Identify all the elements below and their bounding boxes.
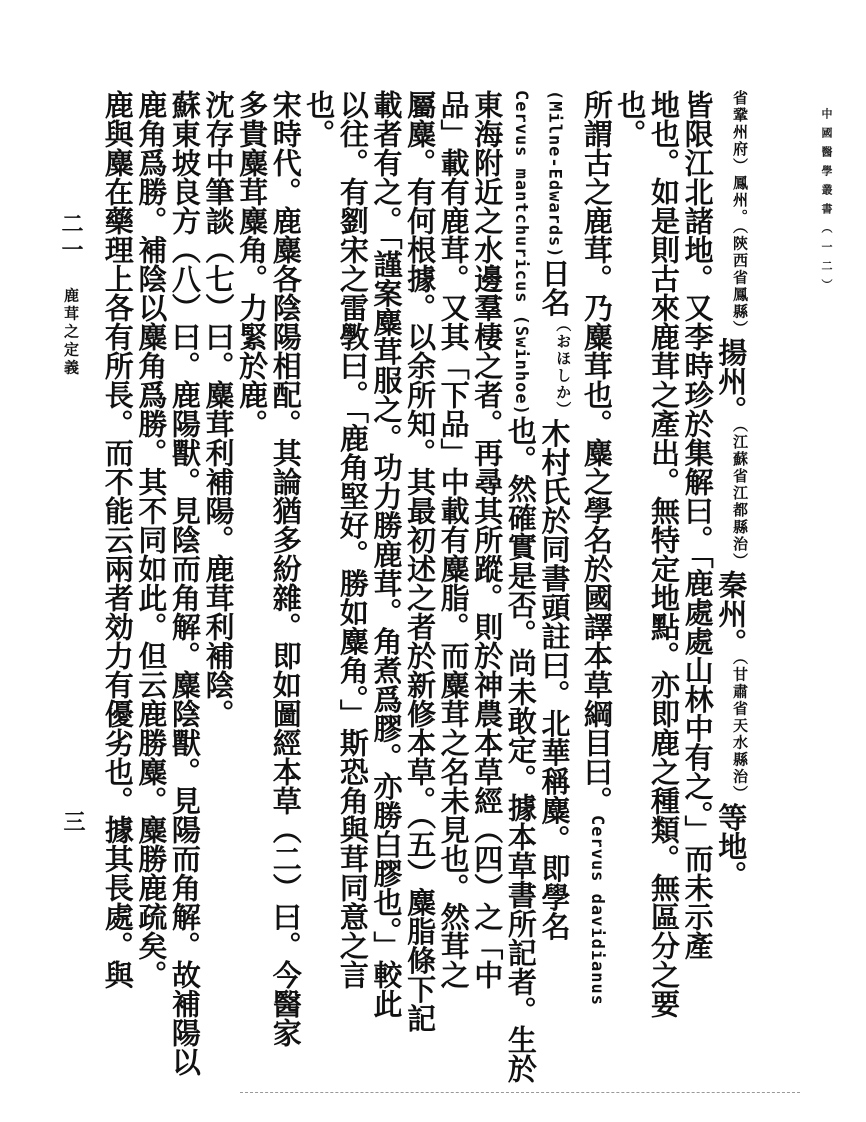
text-segment: 也。 <box>302 90 337 148</box>
text-segment: 皆限江北諸地。又李時珍於集解曰。「鹿處處山林中有之。」而未示產 <box>680 90 715 960</box>
chapter-title: 鹿茸之定義 <box>62 287 80 378</box>
text-segment: 木村氏於同書頭註曰。北華稱麋。即學名 <box>537 418 572 941</box>
text-segment: 鹿角爲勝。補陰以麋角爲勝。其不同如此。但云鹿勝麋。麋勝鹿疏矣。 <box>134 90 169 989</box>
annotation: （江蘇省江都縣治） <box>731 424 749 570</box>
text-column <box>470 90 504 1090</box>
text-segment: 秦州。 <box>714 570 749 657</box>
annotation: （甘肅省天水縣治） <box>731 657 749 803</box>
text-segment: 東海附近之水邊羣棲之者。再尋其所蹤。則於神農本草經（四）之「中 <box>470 90 505 989</box>
text-segment: 品」載有鹿茸。又其「下品」中載有麋脂。而麋茸之名未見也。然茸之 <box>436 90 471 989</box>
text-column <box>201 90 235 1090</box>
text-column <box>369 90 403 1090</box>
text-column <box>714 90 756 1090</box>
text-segment: 宋時代。鹿麋各陰陽相配。其論猶多紛雜。即如圖經本草（二）曰。今醫家 <box>268 90 303 1047</box>
latin-term: (Milne-Edwards) <box>544 90 565 259</box>
text-column <box>100 90 134 1090</box>
text-column <box>235 90 269 1090</box>
text-column <box>268 90 302 1090</box>
text-segment: 也。 <box>613 90 648 148</box>
page-number: 三 <box>60 810 86 832</box>
text-column <box>402 90 436 1090</box>
page-footer <box>58 212 84 377</box>
text-segment: 日名 <box>537 258 572 317</box>
annotation: （おほしか） <box>554 316 573 419</box>
text-column <box>134 90 168 1090</box>
text-segment: 也。然確實是否。尚未敢定。據本草書所記者。生於 <box>503 415 538 1083</box>
text-segment: 所謂古之鹿茸。乃麋茸也。麋之學名於國譯本草綱目曰。 <box>579 90 614 815</box>
text-column <box>579 90 613 1090</box>
latin-term: Cervus mantchuricus (Swinhoe) <box>510 90 531 416</box>
text-column <box>646 90 680 1090</box>
text-segment: 沈存中筆談（七）曰。麋茸利補陽。鹿茸利補陰。 <box>201 90 236 728</box>
text-column <box>537 90 579 1090</box>
running-head: 中國醫學叢書（一二） <box>820 108 833 298</box>
text-segment: 地也。如是則古來鹿茸之產出。無特定地點。亦即鹿之種類。無區分之要 <box>647 90 682 1018</box>
latin-term: Cervus davidianus <box>586 815 607 1006</box>
text-column <box>335 90 369 1090</box>
scan-artifact-line <box>240 1092 800 1093</box>
annotation: （陝西省鳳縣） <box>731 226 749 338</box>
text-column <box>436 90 470 1090</box>
text-segment: 蘇東坡良方（八）曰。鹿陽獸。見陰而角解。麋陰獸。見陽而角解。故補陽以 <box>167 90 202 1076</box>
body-text <box>100 90 756 1090</box>
text-column <box>503 90 537 1090</box>
text-segment: 揚州。 <box>714 337 749 425</box>
chapter-number: 二一 <box>58 212 84 264</box>
text-column <box>302 90 336 1090</box>
text-column <box>167 90 201 1090</box>
text-segment: 多貴麋茸麋角。力緊於鹿。 <box>235 90 270 438</box>
text-segment: 載者有之。「謹案麋茸服之。功力勝鹿茸。角煮爲膠。亦勝白膠也。」較此 <box>369 90 404 1018</box>
text-column <box>680 90 714 1090</box>
text-segment: 以往。有劉宋之雷斆曰。「鹿角堅好。勝如麋角。」斯恐角與茸同意之言 <box>335 90 370 989</box>
text-segment: 鹿與麋在藥理上各有所長。而不能云兩者効力有優劣也。據其長處。與 <box>100 90 135 989</box>
text-column <box>613 90 647 1090</box>
text-segment: 等地。 <box>714 802 749 890</box>
text-segment: 屬麋。有何根據。以余所知。其最初述之者於新修本草。（五）麋脂條下記 <box>403 90 438 1033</box>
annotation: 省鞏州府）鳳州。 <box>731 90 749 226</box>
